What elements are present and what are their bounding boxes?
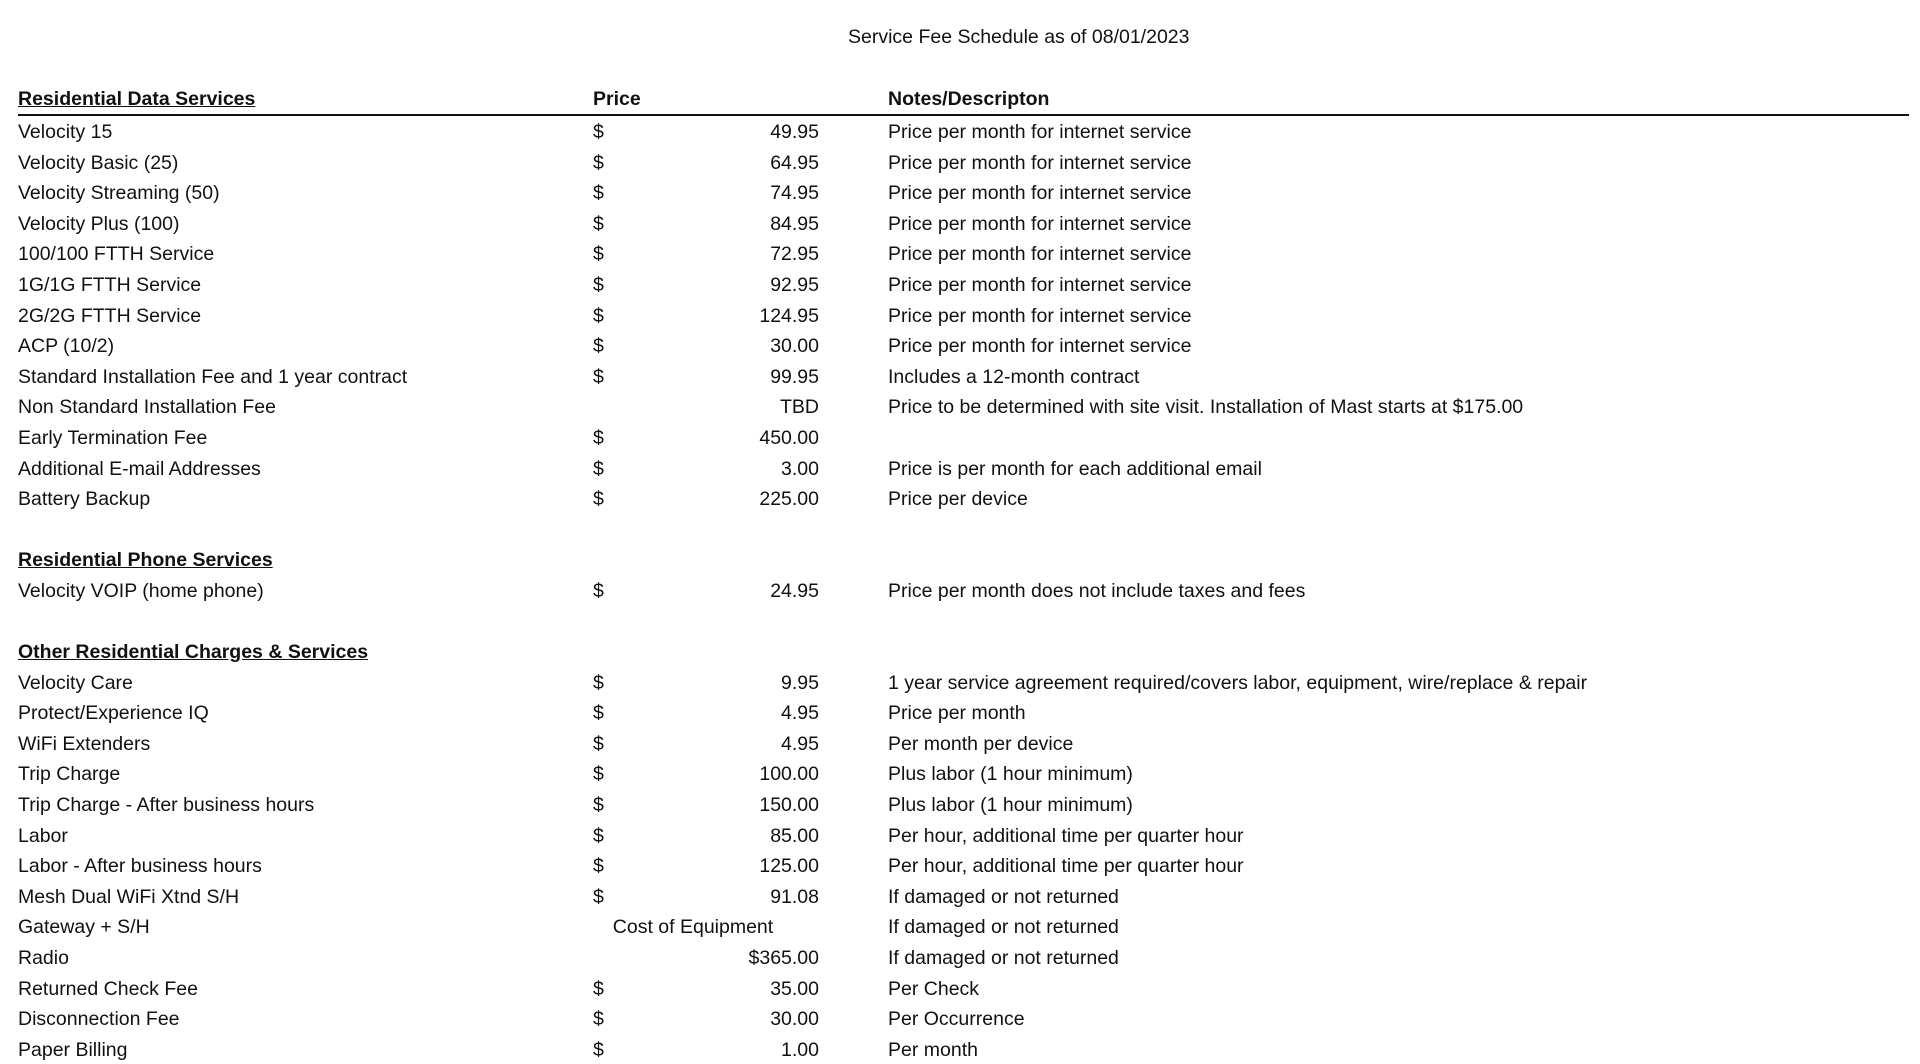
service-name: Returned Check Fee xyxy=(18,977,198,1000)
service-price: 125.00 xyxy=(759,855,819,878)
spacer xyxy=(18,514,1909,545)
currency-symbol: $ xyxy=(593,702,604,725)
table-row xyxy=(18,391,1909,422)
service-notes: Price per month for internet service xyxy=(888,304,1192,327)
service-name: Velocity Care xyxy=(18,671,133,694)
service-notes: Price per month xyxy=(888,702,1026,725)
service-notes: Price per month for internet service xyxy=(888,182,1192,205)
service-notes: Per month per device xyxy=(888,732,1074,755)
service-notes: If damaged or not returned xyxy=(888,947,1119,970)
service-price: 74.95 xyxy=(770,182,819,205)
service-price: 450.00 xyxy=(759,426,819,449)
service-price: 100.00 xyxy=(759,763,819,786)
service-name: Mesh Dual WiFi Xtnd S/H xyxy=(18,885,240,908)
service-price: 1.00 xyxy=(781,1038,819,1061)
service-name: Trip Charge xyxy=(18,763,121,786)
table-row xyxy=(18,238,1909,269)
table-header xyxy=(18,86,1909,116)
table-row xyxy=(18,973,1909,1004)
table-row xyxy=(18,269,1909,300)
service-name: Velocity Streaming (50) xyxy=(18,182,220,205)
table-row xyxy=(18,116,1909,147)
service-price: 124.95 xyxy=(759,304,819,327)
currency-symbol: $ xyxy=(593,304,604,327)
service-notes: Per hour, additional time per quarter hour xyxy=(888,855,1244,878)
service-name: Non Standard Installation Fee xyxy=(18,396,276,419)
service-name: Protect/Experience IQ xyxy=(18,702,209,725)
currency-symbol: $ xyxy=(593,1008,604,1031)
currency-symbol: $ xyxy=(593,1038,604,1061)
currency-symbol: $ xyxy=(593,885,604,908)
notes-column-header: Notes/Descripton xyxy=(888,88,1050,110)
currency-symbol: $ xyxy=(593,457,604,480)
price-column-header: Price xyxy=(593,88,641,110)
service-notes: Per Occurrence xyxy=(888,1008,1025,1031)
service-price: 35.00 xyxy=(770,977,819,1000)
currency-symbol: $ xyxy=(593,732,604,755)
service-notes: Price per month does not include taxes and fees xyxy=(888,579,1306,602)
service-notes: Price per month for internet service xyxy=(888,243,1192,266)
service-notes: If damaged or not returned xyxy=(888,885,1119,908)
currency-symbol: $ xyxy=(593,579,604,602)
service-notes: Price per month for internet service xyxy=(888,273,1192,296)
service-notes: Price per month for internet service xyxy=(888,212,1192,235)
service-name: Paper Billing xyxy=(18,1038,128,1061)
service-name: Labor xyxy=(18,824,68,847)
currency-symbol: $ xyxy=(593,243,604,266)
service-name: Velocity Basic (25) xyxy=(18,151,179,174)
service-price: 225.00 xyxy=(759,488,819,511)
service-price: 49.95 xyxy=(770,121,819,143)
service-notes: Price to be determined with site visit. Installation of Mast starts at $175.00 xyxy=(888,396,1524,419)
table-row xyxy=(18,728,1909,759)
service-price: 84.95 xyxy=(770,212,819,235)
table-row xyxy=(18,147,1909,178)
table-row xyxy=(18,667,1909,698)
table-row xyxy=(18,789,1909,820)
currency-symbol: $ xyxy=(593,151,604,174)
spacer xyxy=(18,606,1909,637)
service-notes: Per hour, additional time per quarter hour xyxy=(888,824,1244,847)
table-row xyxy=(18,177,1909,208)
service-price: 3.00 xyxy=(781,457,819,480)
service-notes: Price per month for internet service xyxy=(888,335,1192,358)
data-services-rows xyxy=(18,116,1909,514)
section-heading-other-charges: Other Residential Charges & Services xyxy=(18,641,369,664)
service-name: Velocity Plus (100) xyxy=(18,212,180,235)
currency-symbol: $ xyxy=(593,855,604,878)
service-name: Velocity 15 xyxy=(18,121,113,143)
table-row xyxy=(18,697,1909,728)
service-price: TBD xyxy=(780,396,819,419)
table-row xyxy=(18,300,1909,331)
table-row xyxy=(18,911,1909,942)
section-heading-phone-services: Residential Phone Services xyxy=(18,549,273,572)
service-price: 9.95 xyxy=(781,671,819,694)
table-row xyxy=(18,453,1909,484)
service-notes: If damaged or not returned xyxy=(888,916,1119,939)
service-name: ACP (10/2) xyxy=(18,335,115,358)
currency-symbol: $ xyxy=(593,794,604,817)
service-name: Radio xyxy=(18,947,69,970)
service-notes: 1 year service agreement required/covers labor, equipment, wire/replace & repair xyxy=(888,671,1588,694)
table-row xyxy=(18,208,1909,239)
service-name: 1G/1G FTTH Service xyxy=(18,273,202,296)
table-row xyxy=(18,820,1909,851)
currency-symbol: $ xyxy=(593,488,604,511)
table-row xyxy=(18,1003,1909,1034)
service-notes: Price per month for internet service xyxy=(888,121,1192,143)
service-notes: Price per month for internet service xyxy=(888,151,1192,174)
table-row xyxy=(18,422,1909,453)
service-price: 4.95 xyxy=(781,732,819,755)
service-name: Gateway + S/H xyxy=(18,916,150,939)
service-name: Early Termination Fee xyxy=(18,426,208,449)
currency-symbol: $ xyxy=(593,763,604,786)
service-name: Velocity VOIP (home phone) xyxy=(18,579,264,602)
currency-symbol: $ xyxy=(593,273,604,296)
section-heading-row xyxy=(18,544,1909,575)
service-notes: Price is per month for each additional email xyxy=(888,457,1262,480)
service-notes: Per month xyxy=(888,1038,978,1061)
currency-symbol: $ xyxy=(593,335,604,358)
section-heading-data-services: Residential Data Services xyxy=(18,88,256,110)
service-name: 100/100 FTTH Service xyxy=(18,243,215,266)
service-price: 91.08 xyxy=(770,885,819,908)
other-charges-rows xyxy=(18,667,1909,1064)
table-row xyxy=(18,758,1909,789)
table-row xyxy=(18,575,1909,606)
service-name: Labor - After business hours xyxy=(18,855,262,878)
service-notes: Per Check xyxy=(888,977,980,1000)
fee-schedule-table xyxy=(18,86,1909,1064)
service-price: 30.00 xyxy=(770,1008,819,1031)
table-row xyxy=(18,361,1909,392)
service-notes: Price per device xyxy=(888,488,1028,511)
service-price: 92.95 xyxy=(770,273,819,296)
service-name: 2G/2G FTTH Service xyxy=(18,304,202,327)
service-price: 85.00 xyxy=(770,824,819,847)
currency-symbol: $ xyxy=(593,426,604,449)
table-row xyxy=(18,483,1909,514)
table-row xyxy=(18,942,1909,973)
currency-symbol: $ xyxy=(593,824,604,847)
service-name: Disconnection Fee xyxy=(18,1008,180,1031)
service-price: 64.95 xyxy=(770,151,819,174)
service-price: $365.00 xyxy=(748,947,819,970)
table-row xyxy=(18,881,1909,912)
service-price: Cost of Equipment xyxy=(612,916,774,939)
phone-services-rows xyxy=(18,575,1909,606)
service-notes: Plus labor (1 hour minimum) xyxy=(888,794,1133,817)
table-row xyxy=(18,850,1909,881)
service-price: 99.95 xyxy=(770,365,819,388)
table-row xyxy=(18,330,1909,361)
service-price: 150.00 xyxy=(759,794,819,817)
table-row xyxy=(18,1034,1909,1064)
service-name: Additional E-mail Addresses xyxy=(18,457,261,480)
service-name: Trip Charge - After business hours xyxy=(18,794,315,817)
service-price: 30.00 xyxy=(770,335,819,358)
service-price: 24.95 xyxy=(770,579,819,602)
service-name: Standard Installation Fee and 1 year contract xyxy=(18,365,408,388)
service-notes: Includes a 12-month contract xyxy=(888,365,1140,388)
currency-symbol: $ xyxy=(593,671,604,694)
currency-symbol: $ xyxy=(593,977,604,1000)
service-notes: Plus labor (1 hour minimum) xyxy=(888,763,1133,786)
service-name: Battery Backup xyxy=(18,488,151,511)
page-title: Service Fee Schedule as of 08/01/2023 xyxy=(848,26,1190,48)
service-name: WiFi Extenders xyxy=(18,732,151,755)
service-price: 4.95 xyxy=(781,702,819,725)
currency-symbol: $ xyxy=(593,182,604,205)
currency-symbol: $ xyxy=(593,121,604,143)
currency-symbol: $ xyxy=(593,212,604,235)
section-heading-row xyxy=(18,636,1909,667)
currency-symbol: $ xyxy=(593,365,604,388)
service-price: 72.95 xyxy=(770,243,819,266)
